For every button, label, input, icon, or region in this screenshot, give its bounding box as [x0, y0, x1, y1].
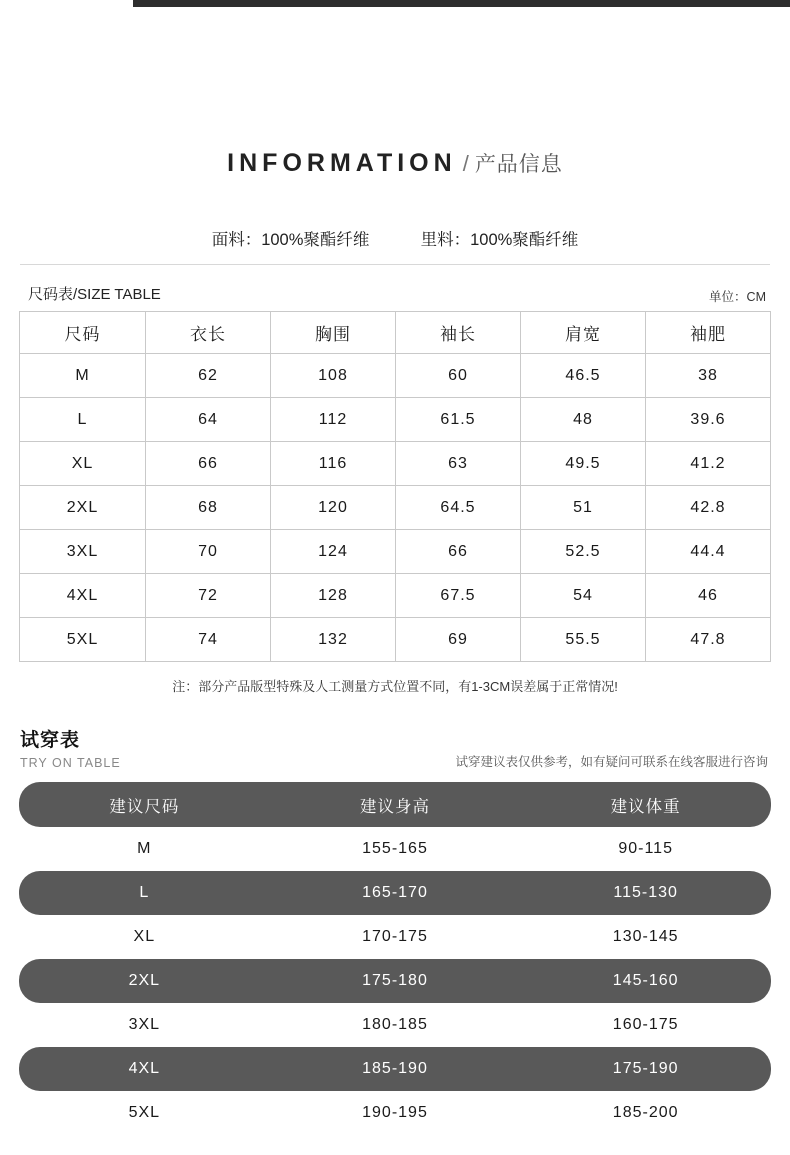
tryon-col-header: 建议身高	[270, 782, 521, 827]
size-table	[19, 311, 771, 662]
table-row	[20, 398, 771, 442]
tryon-cell: 190-195	[270, 1091, 521, 1135]
size-cell: 41.2	[646, 442, 771, 486]
tryon-table	[19, 782, 771, 1135]
table-row	[20, 618, 771, 662]
table-row	[19, 1091, 771, 1135]
table-row	[19, 1003, 771, 1047]
size-col-header: 尺码	[20, 312, 146, 354]
size-cell: 61.5	[396, 398, 521, 442]
tryon-title-en: TRY ON TABLE	[20, 756, 121, 770]
table-row	[19, 871, 771, 915]
size-table-header-row	[20, 312, 771, 354]
size-cell: 4XL	[20, 574, 146, 618]
tryon-cell: 3XL	[19, 1003, 270, 1047]
size-cell: 5XL	[20, 618, 146, 662]
size-cell: 66	[146, 442, 271, 486]
tryon-cell: 185-190	[270, 1047, 521, 1091]
tryon-cell: XL	[19, 915, 270, 959]
tryon-cell: L	[19, 871, 270, 915]
size-cell: 128	[271, 574, 396, 618]
table-row	[20, 486, 771, 530]
top-strip-decoration	[133, 0, 790, 7]
size-cell: 46	[646, 574, 771, 618]
fabric-label: 面料：100%聚酯纤维	[211, 231, 370, 249]
table-row	[19, 827, 771, 871]
size-cell: 46.5	[521, 354, 646, 398]
tryon-cell: 180-185	[270, 1003, 521, 1047]
tryon-cell: 90-115	[520, 827, 771, 871]
size-cell: 74	[146, 618, 271, 662]
size-cell: 116	[271, 442, 396, 486]
size-table-unit: 单位：CM	[709, 290, 766, 304]
size-col-header: 袖肥	[646, 312, 771, 354]
size-cell: 120	[271, 486, 396, 530]
size-cell: 112	[271, 398, 396, 442]
size-table-title: 尺码表/SIZE TABLE	[28, 286, 161, 303]
size-cell: 47.8	[646, 618, 771, 662]
tryon-col-header: 建议尺码	[19, 782, 270, 827]
size-col-header: 袖长	[396, 312, 521, 354]
size-cell: 55.5	[521, 618, 646, 662]
table-row	[20, 442, 771, 486]
size-col-header: 衣长	[146, 312, 271, 354]
tryon-title-cn: 试穿表	[20, 730, 81, 751]
size-cell: 44.4	[646, 530, 771, 574]
measurement-note: 注：部分产品版型特殊及人工测量方式位置不同，有1-3CM误差属于正常情况!	[172, 679, 618, 694]
size-cell: 72	[146, 574, 271, 618]
size-cell: 51	[521, 486, 646, 530]
size-cell: 64	[146, 398, 271, 442]
table-row	[19, 1047, 771, 1091]
size-cell: 60	[396, 354, 521, 398]
size-cell: 62	[146, 354, 271, 398]
header-separator: /	[462, 151, 469, 176]
size-col-header: 胸围	[271, 312, 396, 354]
size-cell: 63	[396, 442, 521, 486]
tryon-cell: 175-190	[520, 1047, 771, 1091]
size-cell: 70	[146, 530, 271, 574]
size-cell: L	[20, 398, 146, 442]
size-cell: 64.5	[396, 486, 521, 530]
material-info-row	[20, 226, 770, 265]
size-cell: 108	[271, 354, 396, 398]
size-cell: XL	[20, 442, 146, 486]
size-cell: 38	[646, 354, 771, 398]
tryon-header-row	[19, 782, 771, 827]
tryon-cell: M	[19, 827, 270, 871]
section-header	[0, 0, 790, 178]
tryon-col-header: 建议体重	[520, 782, 771, 827]
size-cell: 66	[396, 530, 521, 574]
tryon-note: 试穿建议表仅供参考，如有疑问可联系在线客服进行咨询	[455, 755, 768, 769]
lining-label: 里料：100%聚酯纤维	[420, 231, 579, 249]
size-cell: 2XL	[20, 486, 146, 530]
size-cell: 68	[146, 486, 271, 530]
size-col-header: 肩宽	[521, 312, 646, 354]
size-cell: 67.5	[396, 574, 521, 618]
table-row	[20, 574, 771, 618]
size-cell: 39.6	[646, 398, 771, 442]
header-title-cn: 产品信息	[474, 153, 563, 176]
size-cell: 54	[521, 574, 646, 618]
table-row	[20, 354, 771, 398]
size-table-header	[20, 279, 770, 305]
tryon-cell: 175-180	[270, 959, 521, 1003]
size-cell: 52.5	[521, 530, 646, 574]
size-cell: 48	[521, 398, 646, 442]
tryon-cell: 2XL	[19, 959, 270, 1003]
tryon-cell: 185-200	[520, 1091, 771, 1135]
tryon-cell: 160-175	[520, 1003, 771, 1047]
tryon-cell: 5XL	[19, 1091, 270, 1135]
tryon-cell: 4XL	[19, 1047, 270, 1091]
tryon-table-header	[20, 725, 770, 770]
size-cell: M	[20, 354, 146, 398]
table-row	[19, 959, 771, 1003]
size-cell: 3XL	[20, 530, 146, 574]
tryon-cell: 115-130	[520, 871, 771, 915]
table-row	[20, 530, 771, 574]
tryon-cell: 155-165	[270, 827, 521, 871]
tryon-cell: 170-175	[270, 915, 521, 959]
tryon-cell: 145-160	[520, 959, 771, 1003]
tryon-cell: 130-145	[520, 915, 771, 959]
header-title-en: INFORMATION	[227, 149, 457, 177]
tryon-cell: 165-170	[270, 871, 521, 915]
size-cell: 69	[396, 618, 521, 662]
size-cell: 42.8	[646, 486, 771, 530]
size-cell: 124	[271, 530, 396, 574]
size-cell: 49.5	[521, 442, 646, 486]
size-cell: 132	[271, 618, 396, 662]
table-row	[19, 915, 771, 959]
